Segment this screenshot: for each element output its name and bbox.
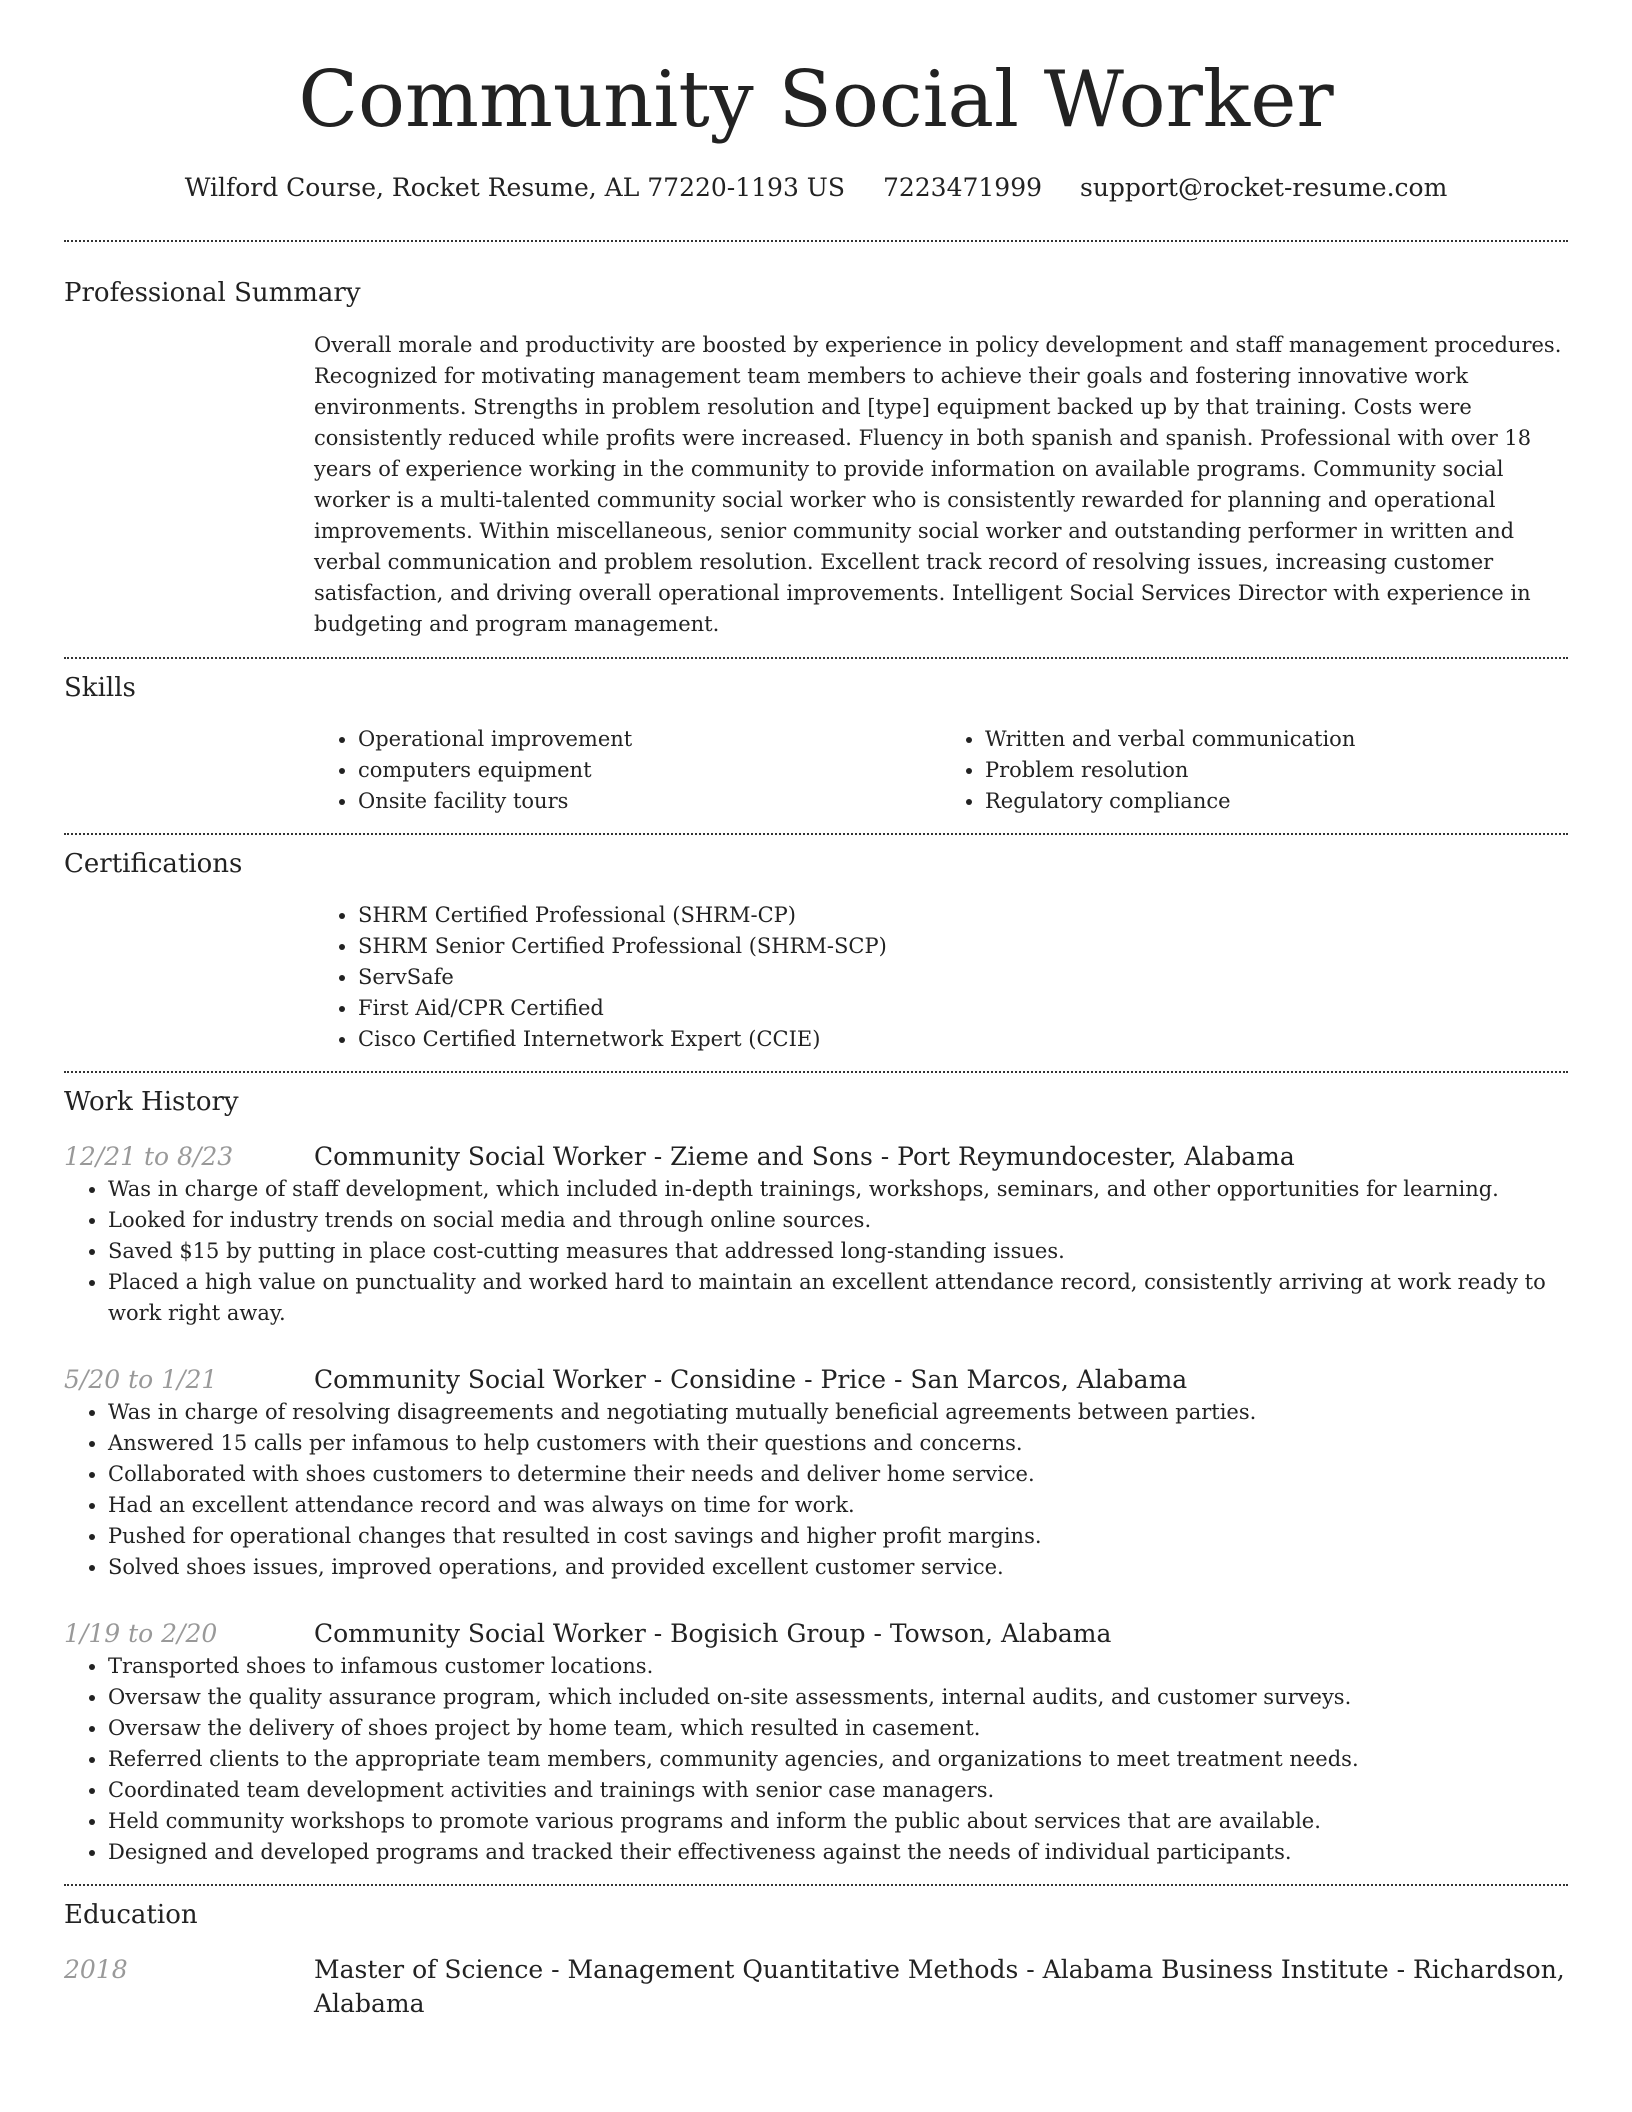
education-title: Master of Science - Management Quantitative Methods - Alabama Business Institute - Richardson, Alabama <box>314 1955 1565 2018</box>
skills-heading: Skills <box>64 673 136 703</box>
skill-item: • Onsite facility tours <box>358 786 941 817</box>
summary-text: Overall morale and productivity are boosted by experience in policy development and staff management procedures. Recognized for motivating management team members to achieve their goals and fostering innovative work environments. Strengths in problem resolution and [type] equipment backed up by that training. Costs were consistently reduced while profits were increased. Fluency in both spanish and spanish. Professional with over 18 years of experience working in the community to provide information on available programs. Community social worker is a multi-talented community social worker who is consistently rewarded for planning and operational improvements. Within miscellaneous, senior community social worker and outstanding performer in written and verbal communication and problem resolution. Excellent track record of resolving issues, increasing customer satisfaction, and driving overall operational improvements. Intelligent Social Services Director with experience in budgeting and program management. <box>314 333 1562 636</box>
skill-item: • Written and verbal communication <box>985 724 1568 755</box>
education-heading: Education <box>64 1900 198 1930</box>
job-bullets <box>64 1651 1568 1868</box>
job-title: Community Social Worker - Zieme and Sons - Port Reymundocester, Alabama <box>314 1142 1295 1171</box>
education-entry <box>64 1953 1568 2021</box>
job-bullet: • Transported shoes to infamous customer locations. <box>108 1651 1568 1682</box>
job-bullet: • Was in charge of staff development, which included in-depth trainings, workshops, seminars, and other opportunities for learning. <box>108 1174 1568 1205</box>
job-bullet: • Coordinated team development activities and trainings with senior case managers. <box>108 1775 1568 1806</box>
summary-heading: Professional Summary <box>64 278 361 308</box>
contact-email: support@rocket-resume.com <box>1079 173 1448 202</box>
job-bullet: • Designed and developed programs and tracked their effectiveness against the needs of individual participants. <box>108 1837 1568 1868</box>
job-dates: 12/21 to 8/23 <box>64 1142 234 1171</box>
job-bullet: • Oversaw the quality assurance program, which included on-site assessments, internal audits, and customer surveys. <box>108 1682 1568 1713</box>
skill-item: • computers equipment <box>358 755 941 786</box>
skill-item: • Operational improvement <box>358 724 941 755</box>
candidate-name: Community Social Worker <box>298 55 1334 145</box>
education-year: 2018 <box>64 1955 128 1984</box>
certifications-heading: Certifications <box>64 849 243 879</box>
job-bullet: • Pushed for operational changes that resulted in cost savings and higher profit margins. <box>108 1521 1568 1552</box>
certifications-list <box>314 900 1568 1055</box>
work-history-heading: Work History <box>64 1087 239 1117</box>
job-dates: 5/20 to 1/21 <box>64 1365 218 1394</box>
certification-item: • SHRM Senior Certified Professional (SHRM-SCP) <box>358 931 1568 962</box>
job-entry <box>64 1617 1568 1868</box>
contact-address: Wilford Course, Rocket Resume, AL 77220-1193 US <box>184 173 846 202</box>
skills-section <box>64 659 1568 817</box>
job-bullet: • Solved shoes issues, improved operations, and provided excellent customer service. <box>108 1552 1568 1583</box>
contact-phone: 7223471999 <box>882 173 1043 202</box>
job-bullet: • Was in charge of resolving disagreements and negotiating mutually beneficial agreements between parties. <box>108 1397 1568 1428</box>
skills-grid <box>314 724 1568 817</box>
skills-list-left <box>314 724 941 817</box>
job-bullet: • Looked for industry trends on social media and through online sources. <box>108 1205 1568 1236</box>
skill-item: • Problem resolution <box>985 755 1568 786</box>
job-title: Community Social Worker - Bogisich Group - Towson, Alabama <box>314 1619 1112 1648</box>
education-section <box>64 1886 1568 2021</box>
contact-line <box>64 170 1568 206</box>
job-bullet: • Placed a high value on punctuality and worked hard to maintain an excellent attendance record, consistently arriving at work ready to work right away. <box>108 1267 1568 1329</box>
job-bullet: • Had an excellent attendance record and was always on time for work. <box>108 1490 1568 1521</box>
certifications-section <box>64 835 1568 1055</box>
certification-item: • Cisco Certified Internetwork Expert (CCIE) <box>358 1024 1568 1055</box>
certification-item: • SHRM Certified Professional (SHRM-CP) <box>358 900 1568 931</box>
job-bullet: • Collaborated with shoes customers to determine their needs and deliver home service. <box>108 1459 1568 1490</box>
job-bullet: • Saved $15 by putting in place cost-cutting measures that addressed long-standing issues. <box>108 1236 1568 1267</box>
job-title: Community Social Worker - Considine - Price - San Marcos, Alabama <box>314 1365 1188 1394</box>
job-bullets <box>64 1174 1568 1329</box>
job-entry <box>64 1363 1568 1583</box>
job-dates: 1/19 to 2/20 <box>64 1619 218 1648</box>
job-bullet: • Referred clients to the appropriate team members, community agencies, and organizations to meet treatment needs. <box>108 1744 1568 1775</box>
work-history-section <box>64 1073 1568 1868</box>
summary-section <box>64 242 1568 640</box>
certification-item: • First Aid/CPR Certified <box>358 993 1568 1024</box>
job-entry <box>64 1140 1568 1329</box>
skills-list-right <box>941 724 1568 817</box>
skill-item: • Regulatory compliance <box>985 786 1568 817</box>
job-bullets <box>64 1397 1568 1583</box>
certification-item: • ServSafe <box>358 962 1568 993</box>
job-bullet: • Held community workshops to promote various programs and inform the public about services that are available. <box>108 1806 1568 1837</box>
job-bullet: • Oversaw the delivery of shoes project by home team, which resulted in casement. <box>108 1713 1568 1744</box>
job-bullet: • Answered 15 calls per infamous to help customers with their questions and concerns. <box>108 1428 1568 1459</box>
